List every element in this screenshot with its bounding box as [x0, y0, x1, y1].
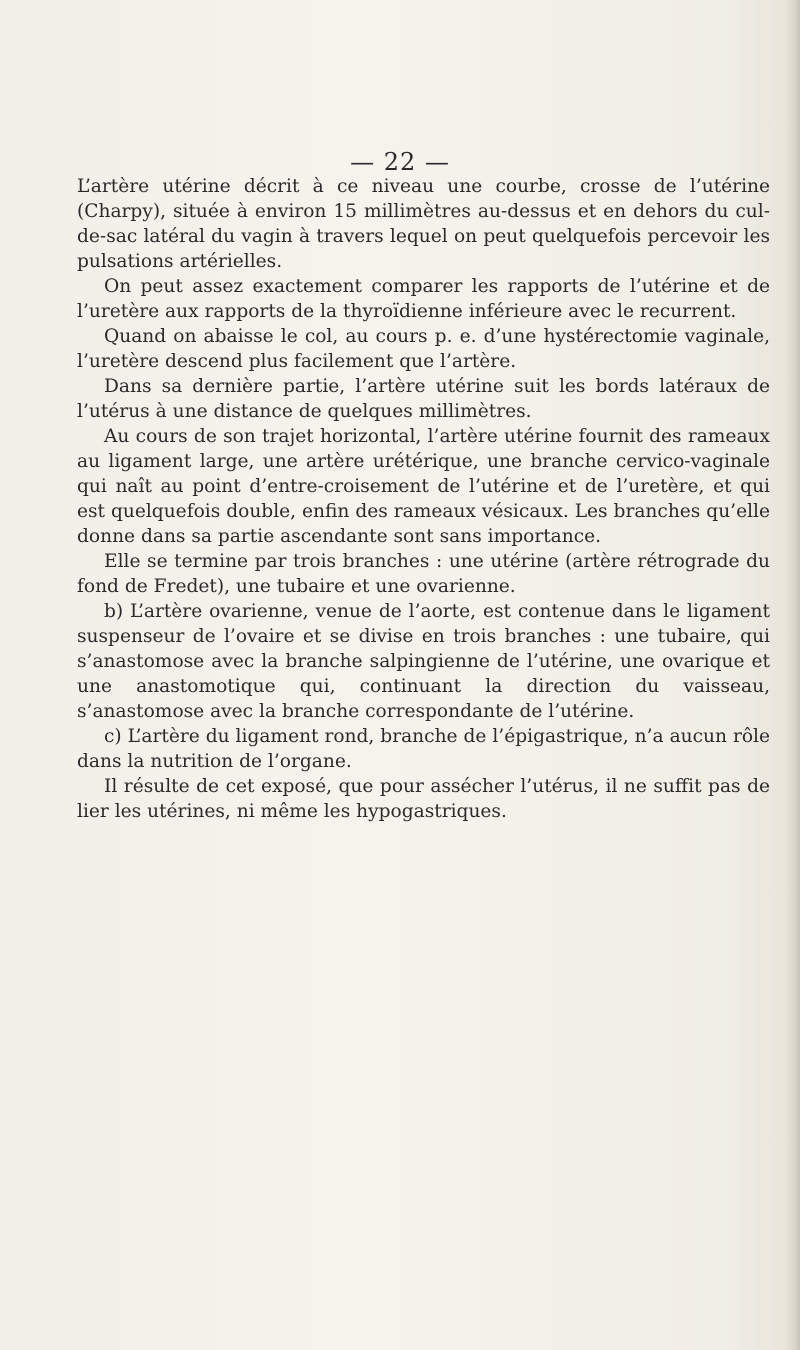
paragraph-uterine-artery-curve: L’artère utérine décrit à ce niveau une courbe, crosse de l’utérine (Charpy), située à environ 15 millimètres au-dessus et en dehors du cul-de-sac latéral du vagin à travers lequel on peut quelquefois percevoir les pulsations artérielles.	[77, 176, 770, 272]
paragraph-horizontal-course: Au cours de son trajet horizontal, l’artère utérine fournit des rameaux au ligament large, une artère urétérique, une branche cervico-vaginale qui naît au point d’entre-croisement de l’utérine et de l’uretère, et qui est quelquefois double, enfin des rameaux vésicaux. Les branches qu’elle donne dans sa partie ascendante sont sans importance.	[77, 426, 770, 547]
page-edge-shadow	[786, 0, 800, 1350]
paragraph-ovarian-artery: b) L’artère ovarienne, venue de l’aorte, est contenue dans le ligament suspenseur de l’ovaire et se divise en trois branches : une tubaire, qui s’anastomose avec la branche salpingienne de l’utérine, une ovarique et une anastomotique qui, continuant la direction du vaisseau, s’anastomose avec la branche correspondante de l’utérine.	[77, 601, 770, 722]
paragraph-last-part: Dans sa dernière partie, l’artère utérine suit les bords latéraux de l’utérus à une distance de quelques millimètres.	[77, 376, 770, 422]
paragraph-hysterectomy: Quand on abaisse le col, au cours p. e. d’une hystérectomie vaginale, l’uretère descend plus facilement que l’artère.	[77, 326, 770, 372]
body-text	[77, 174, 770, 824]
paragraph-three-branches: Elle se termine par trois branches : une utérine (artère rétrograde du fond de Fredet), une tubaire et une ovarienne.	[77, 551, 770, 597]
paragraph-conclusion: Il résulte de cet exposé, que pour assécher l’utérus, il ne suffit pas de lier les utérines, ni même les hypogastriques.	[77, 776, 770, 822]
paragraph-round-ligament-artery: c) L’artère du ligament rond, branche de l’épigastrique, n’a aucun rôle dans la nutrition de l’organe.	[77, 726, 770, 772]
page-number: — 22 —	[350, 148, 450, 176]
paragraph-comparison-thyroid: On peut assez exactement comparer les rapports de l’utérine et de l’uretère aux rapports de la thyroïdienne inférieure avec le recurrent.	[77, 276, 770, 322]
